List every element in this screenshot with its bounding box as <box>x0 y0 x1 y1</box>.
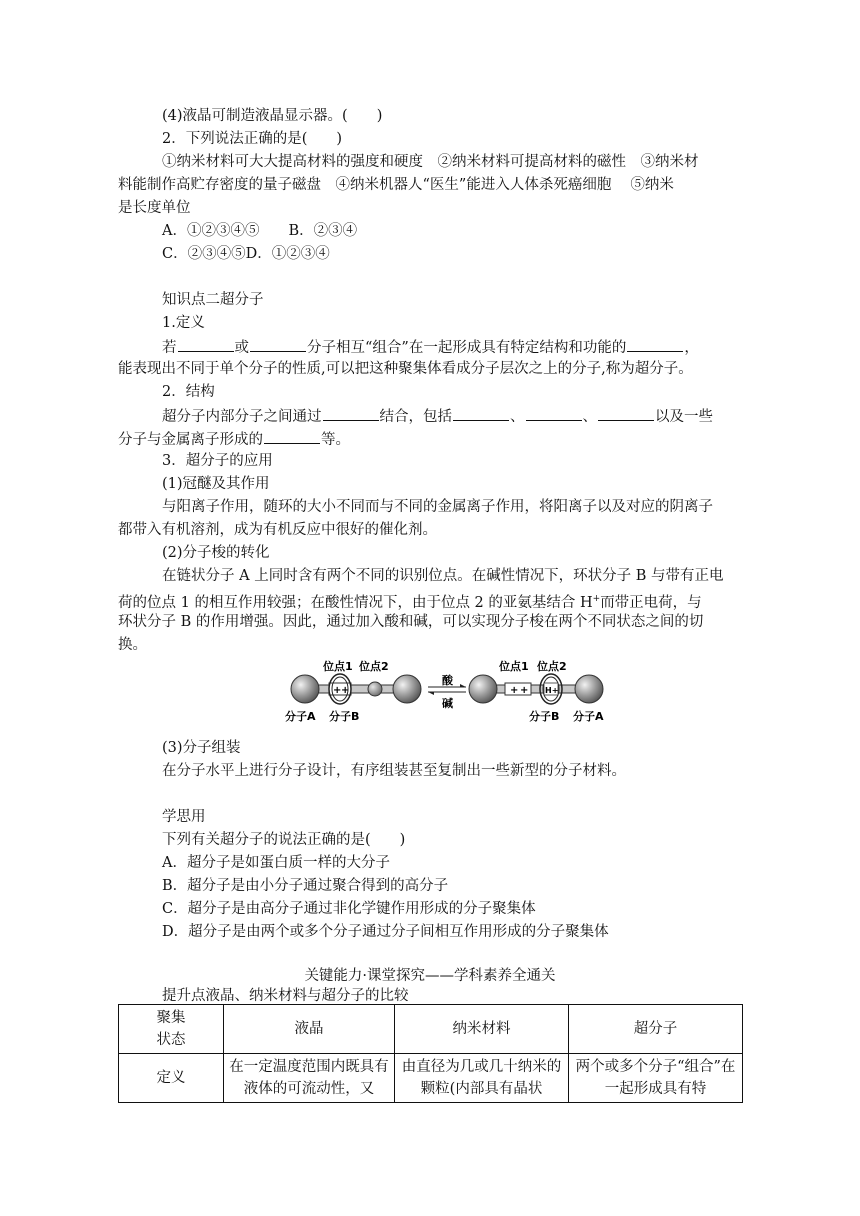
kp2-app3-line1: 在分子水平上进行分子设计，有序组装甚至复制出一些新型的分子材料。 <box>162 763 626 779</box>
practice-option-a: A．超分子是如蛋白质一样的大分子 <box>162 855 390 871</box>
practice-option-c: C．超分子是由高分子通过非化学键作用形成的分子聚集体 <box>162 901 536 917</box>
app2-text-a: 荷的位点 1 的相互作用较强；在酸性情况下，由于位点 2 的亚氨基结合 H <box>118 594 593 611</box>
molecular-shuttle-diagram <box>285 654 625 726</box>
fill-blank <box>526 405 582 421</box>
chain-rod-left <box>305 685 407 693</box>
cell-supramolecule-definition <box>569 1054 743 1103</box>
superscript-plus: + <box>592 594 601 604</box>
struct-text-1: 超分子内部分子之间通过 <box>162 409 322 425</box>
cell-text: 由直径为几或几十纳米的颗粒(内部具有晶状 <box>401 1059 562 1097</box>
kp2-struct-line2 <box>118 428 350 450</box>
cell-text: 两个或多个分子“组合”在一起形成具有特 <box>575 1059 736 1097</box>
kp2-def-head: 1.定义 <box>162 315 205 331</box>
kp2-app3-head: (3)分子组装 <box>162 740 241 756</box>
label-h-plus: H+ <box>545 686 559 695</box>
fill-blank <box>627 336 683 352</box>
header-cell-liquid-crystal: 液晶 <box>224 1005 395 1054</box>
site2-ball-left <box>368 682 382 696</box>
end-ball-right-1 <box>469 675 497 703</box>
def-text-1: 若 <box>162 340 177 356</box>
plus-sign: + <box>510 685 519 696</box>
label-acid: 酸 <box>442 674 453 687</box>
label-site1-left: 位点1 <box>323 660 353 673</box>
q1-item-4: (4)液晶可制造液晶显示器。( ) <box>162 108 383 124</box>
q2-options-line1: A．①②③④⑤ B．②③④ <box>162 223 358 239</box>
fill-blank <box>453 405 509 421</box>
app2-text-b: 而带正电荷，与 <box>600 594 702 611</box>
end-ball-left-2 <box>393 675 421 703</box>
right-molecule-assembly <box>469 659 604 723</box>
section-subtitle: 提升点液晶、纳米材料与超分子的比较 <box>162 988 409 1004</box>
end-ball-right-2 <box>575 675 603 703</box>
kp2-title: 知识点二超分子 <box>162 292 264 308</box>
table-row <box>119 1054 743 1103</box>
label-site2-right: 位点2 <box>537 660 567 673</box>
fill-blank <box>250 336 306 352</box>
label-molecule-a-left: 分子A <box>285 710 316 723</box>
fill-blank <box>323 405 379 421</box>
cell-nanomaterial-definition <box>395 1054 569 1103</box>
header-state-line1: 聚集 <box>156 1010 186 1026</box>
plus-sign: + <box>520 685 529 696</box>
chain-rod-right <box>483 685 589 693</box>
label-molecule-a-right: 分子A <box>573 710 604 723</box>
kp2-app2-line3: 环状分子 B 的作用增强。因此，通过加入酸和碱，可以实现分子梭在两个不同状态之间的切 <box>118 614 704 630</box>
label-molecule-b-left: 分子B <box>329 710 360 723</box>
end-ball-left-1 <box>291 675 319 703</box>
kp2-app1-head: (1)冠醚及其作用 <box>162 476 270 492</box>
q2-statements-line2: 料能制作高贮存密度的量子磁盘 ④纳米机器人“医生”能进入人体杀死癌细胞 ⑤纳米 <box>118 177 674 193</box>
header-cell-nanomaterial: 纳米材料 <box>395 1005 569 1054</box>
cell-liquid-crystal-definition <box>224 1054 395 1103</box>
kp2-def-line1 <box>162 336 699 358</box>
header-cell-supramolecule: 超分子 <box>569 1005 743 1054</box>
left-molecule-assembly <box>285 659 421 723</box>
reversible-arrows <box>428 673 466 710</box>
comparison-table <box>118 1004 743 1103</box>
label-site2-left: 位点2 <box>359 660 389 673</box>
q2-statements-line1: ①纳米材料可大大提高材料的强度和硬度 ②纳米材料可提高材料的磁性 ③纳米材 <box>162 154 699 170</box>
struct-sep-1: 、 <box>510 409 525 425</box>
table-header-row <box>119 1005 743 1054</box>
struct-text-2: 结合，包括 <box>379 409 452 425</box>
practice-option-b: B．超分子是由小分子通过聚合得到的高分子 <box>162 878 449 894</box>
practice-option-d: D．超分子是由两个或多个分子通过分子间相互作用形成的分子聚集体 <box>162 924 609 940</box>
kp2-app1-line1: 与阳离子作用，随环的大小不同而与不同的金属离子作用，将阳离子以及对应的阴离子 <box>162 499 713 515</box>
def-text-4: ， <box>684 340 699 356</box>
section-title: 关键能力·课堂探究——学科素养全通关 <box>304 968 556 984</box>
kp2-struct-line1 <box>162 405 713 427</box>
struct-sep-2: 、 <box>582 409 597 425</box>
kp2-app2-line1: 在链状分子 A 上同时含有两个不同的识别位点。在碱性情况下，环状分子 B 与带有正电 <box>162 568 724 584</box>
struct-text-5: 等。 <box>321 432 350 448</box>
def-text-3: 分子相互“组合”在一起形成具有特定结构和功能的 <box>307 340 627 356</box>
kp2-app2-line2 <box>118 589 702 613</box>
practice-stem: 下列有关超分子的说法正确的是( ) <box>162 832 406 848</box>
plus-sign: + <box>341 685 350 696</box>
struct-text-4: 分子与金属离子形成的 <box>118 432 263 448</box>
header-cell-state <box>119 1005 224 1054</box>
kp2-def-line2: 能表现出不同于单个分子的性质,可以把这种聚集体看成分子层次之上的分子,称为超分子。 <box>118 361 693 377</box>
label-site1-right: 位点1 <box>499 660 529 673</box>
label-base: 碱 <box>442 697 453 710</box>
header-state-line2: 状态 <box>156 1032 186 1048</box>
def-text-2: 或 <box>234 340 249 356</box>
kp2-app2-line4: 换。 <box>118 637 147 653</box>
kp2-app2-head: (2)分子梭的转化 <box>162 545 270 561</box>
kp2-app1-line2: 都带入有机溶剂，成为有机反应中很好的催化剂。 <box>118 522 437 538</box>
label-molecule-b-right: 分子B <box>529 710 560 723</box>
row-label-definition: 定义 <box>119 1054 224 1103</box>
struct-text-3: 以及一些 <box>655 409 713 425</box>
q2-stem: 2．下列说法正确的是( ) <box>162 131 343 147</box>
fill-blank <box>264 428 320 444</box>
plus-sign: + <box>333 685 342 696</box>
kp2-struct-head: 2．结构 <box>162 384 215 400</box>
fill-blank <box>178 336 234 352</box>
cell-text: 在一定温度范围内既具有液体的可流动性，又 <box>229 1059 389 1097</box>
q2-options-line2: C．②③④⑤D．①②③④ <box>162 246 330 262</box>
q2-statements-line3: 是长度单位 <box>118 200 191 216</box>
practice-title: 学思用 <box>162 809 206 825</box>
fill-blank <box>598 405 654 421</box>
kp2-app-head: 3．超分子的应用 <box>162 453 273 469</box>
